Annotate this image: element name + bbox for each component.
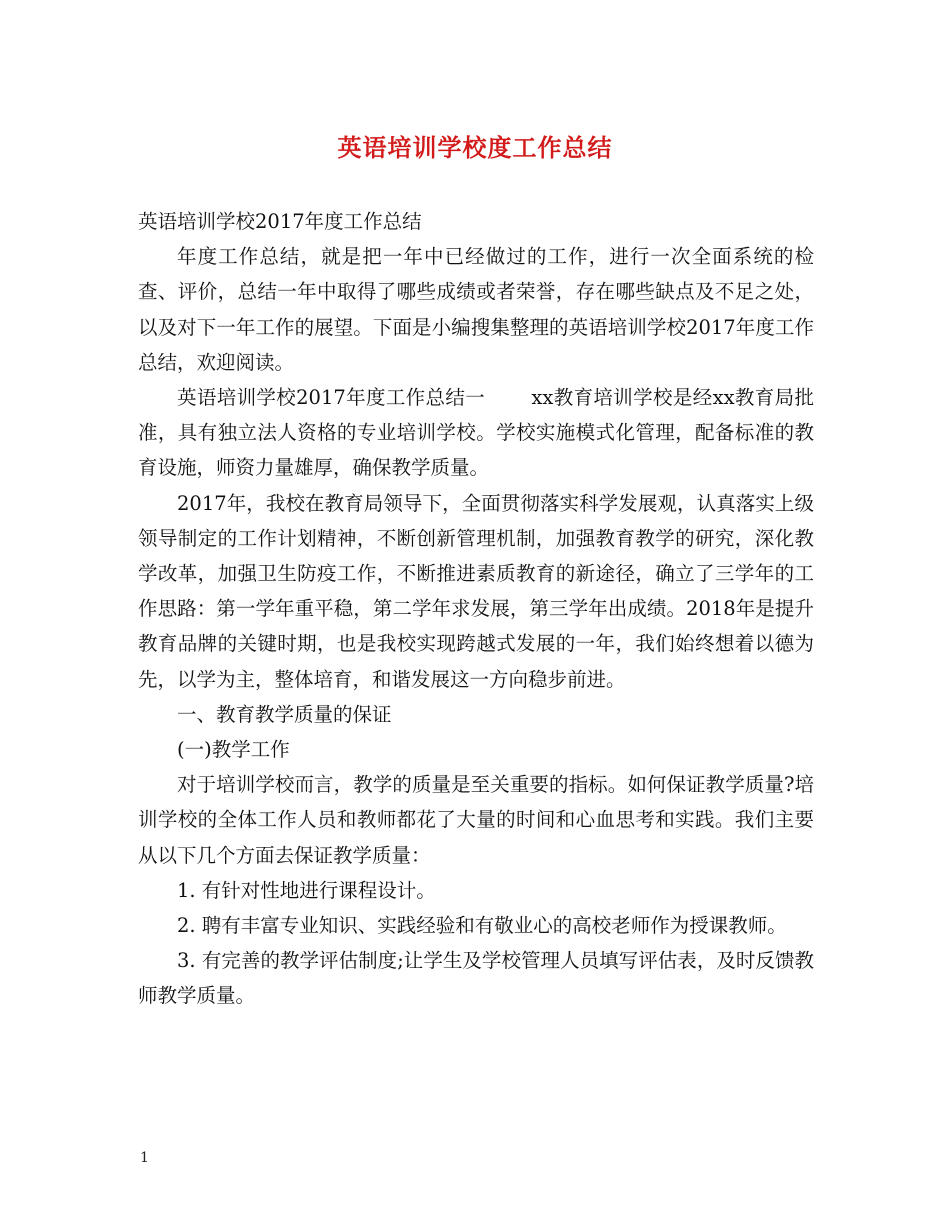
list-item: 3. 有完善的教学评估制度;让学生及学校管理人员填写评估表，及时反馈教师教学质量。 <box>138 949 814 1008</box>
document-body <box>138 204 814 1014</box>
subsection-heading: (一)教学工作 <box>177 738 290 762</box>
paragraph-annual-review: 2017年，我校在教育局领导下，全面贯彻落实科学发展观，认真落实上级领导制定的工作计划精神，不断创新管理机制，加强教育教学的研究，深化教学改革，加强卫生防疫工作，不断推进素质教育的新途径，确立了三学年的工作思路：第一学年重平稳，第二学年求发展，第三学年出成绩。2018年是提升教育品牌的关键时期，也是我校实现跨越式发展的一年，我们始终想着以德为先，以学为主，整体培育，和谐发展这一方向稳步前进。 <box>138 491 814 691</box>
paragraph-intro: 年度工作总结，就是把一年中已经做过的工作，进行一次全面系统的检查、评价，总结一年中取得了哪些成绩或者荣誉，存在哪些缺点及不足之处，以及对下一年工作的展望。下面是小编搜集整理的英语培训学校2017年度工作总结，欢迎阅读。 <box>138 245 814 374</box>
document-title: 英语培训学校度工作总结 <box>337 133 613 162</box>
list-item: 1. 有针对性地进行课程设计。 <box>177 878 436 902</box>
paragraph-school-overview: 英语培训学校2017年度工作总结一 xx教育培训学校是经xx教育局批准，具有独立法人资格的专业培训学校。学校实施模式化管理，配备标准的教育设施，师资力量雄厚，确保教学质量。 <box>138 386 814 480</box>
paragraph-teaching-quality: 对于培训学校而言，教学的质量是至关重要的指标。如何保证教学质量?培训学校的全体工作人员和教师都花了大量的时间和心血思考和实践。我们主要从以下几个方面去保证教学质量： <box>138 773 814 867</box>
page-number: 1 <box>140 1150 149 1166</box>
document-subtitle: 英语培训学校2017年度工作总结 <box>138 210 422 233</box>
section-heading: 一、教育教学质量的保证 <box>177 702 392 726</box>
list-item: 2. 聘有丰富专业知识、实践经验和有敬业心的高校老师作为授课教师。 <box>177 914 787 938</box>
